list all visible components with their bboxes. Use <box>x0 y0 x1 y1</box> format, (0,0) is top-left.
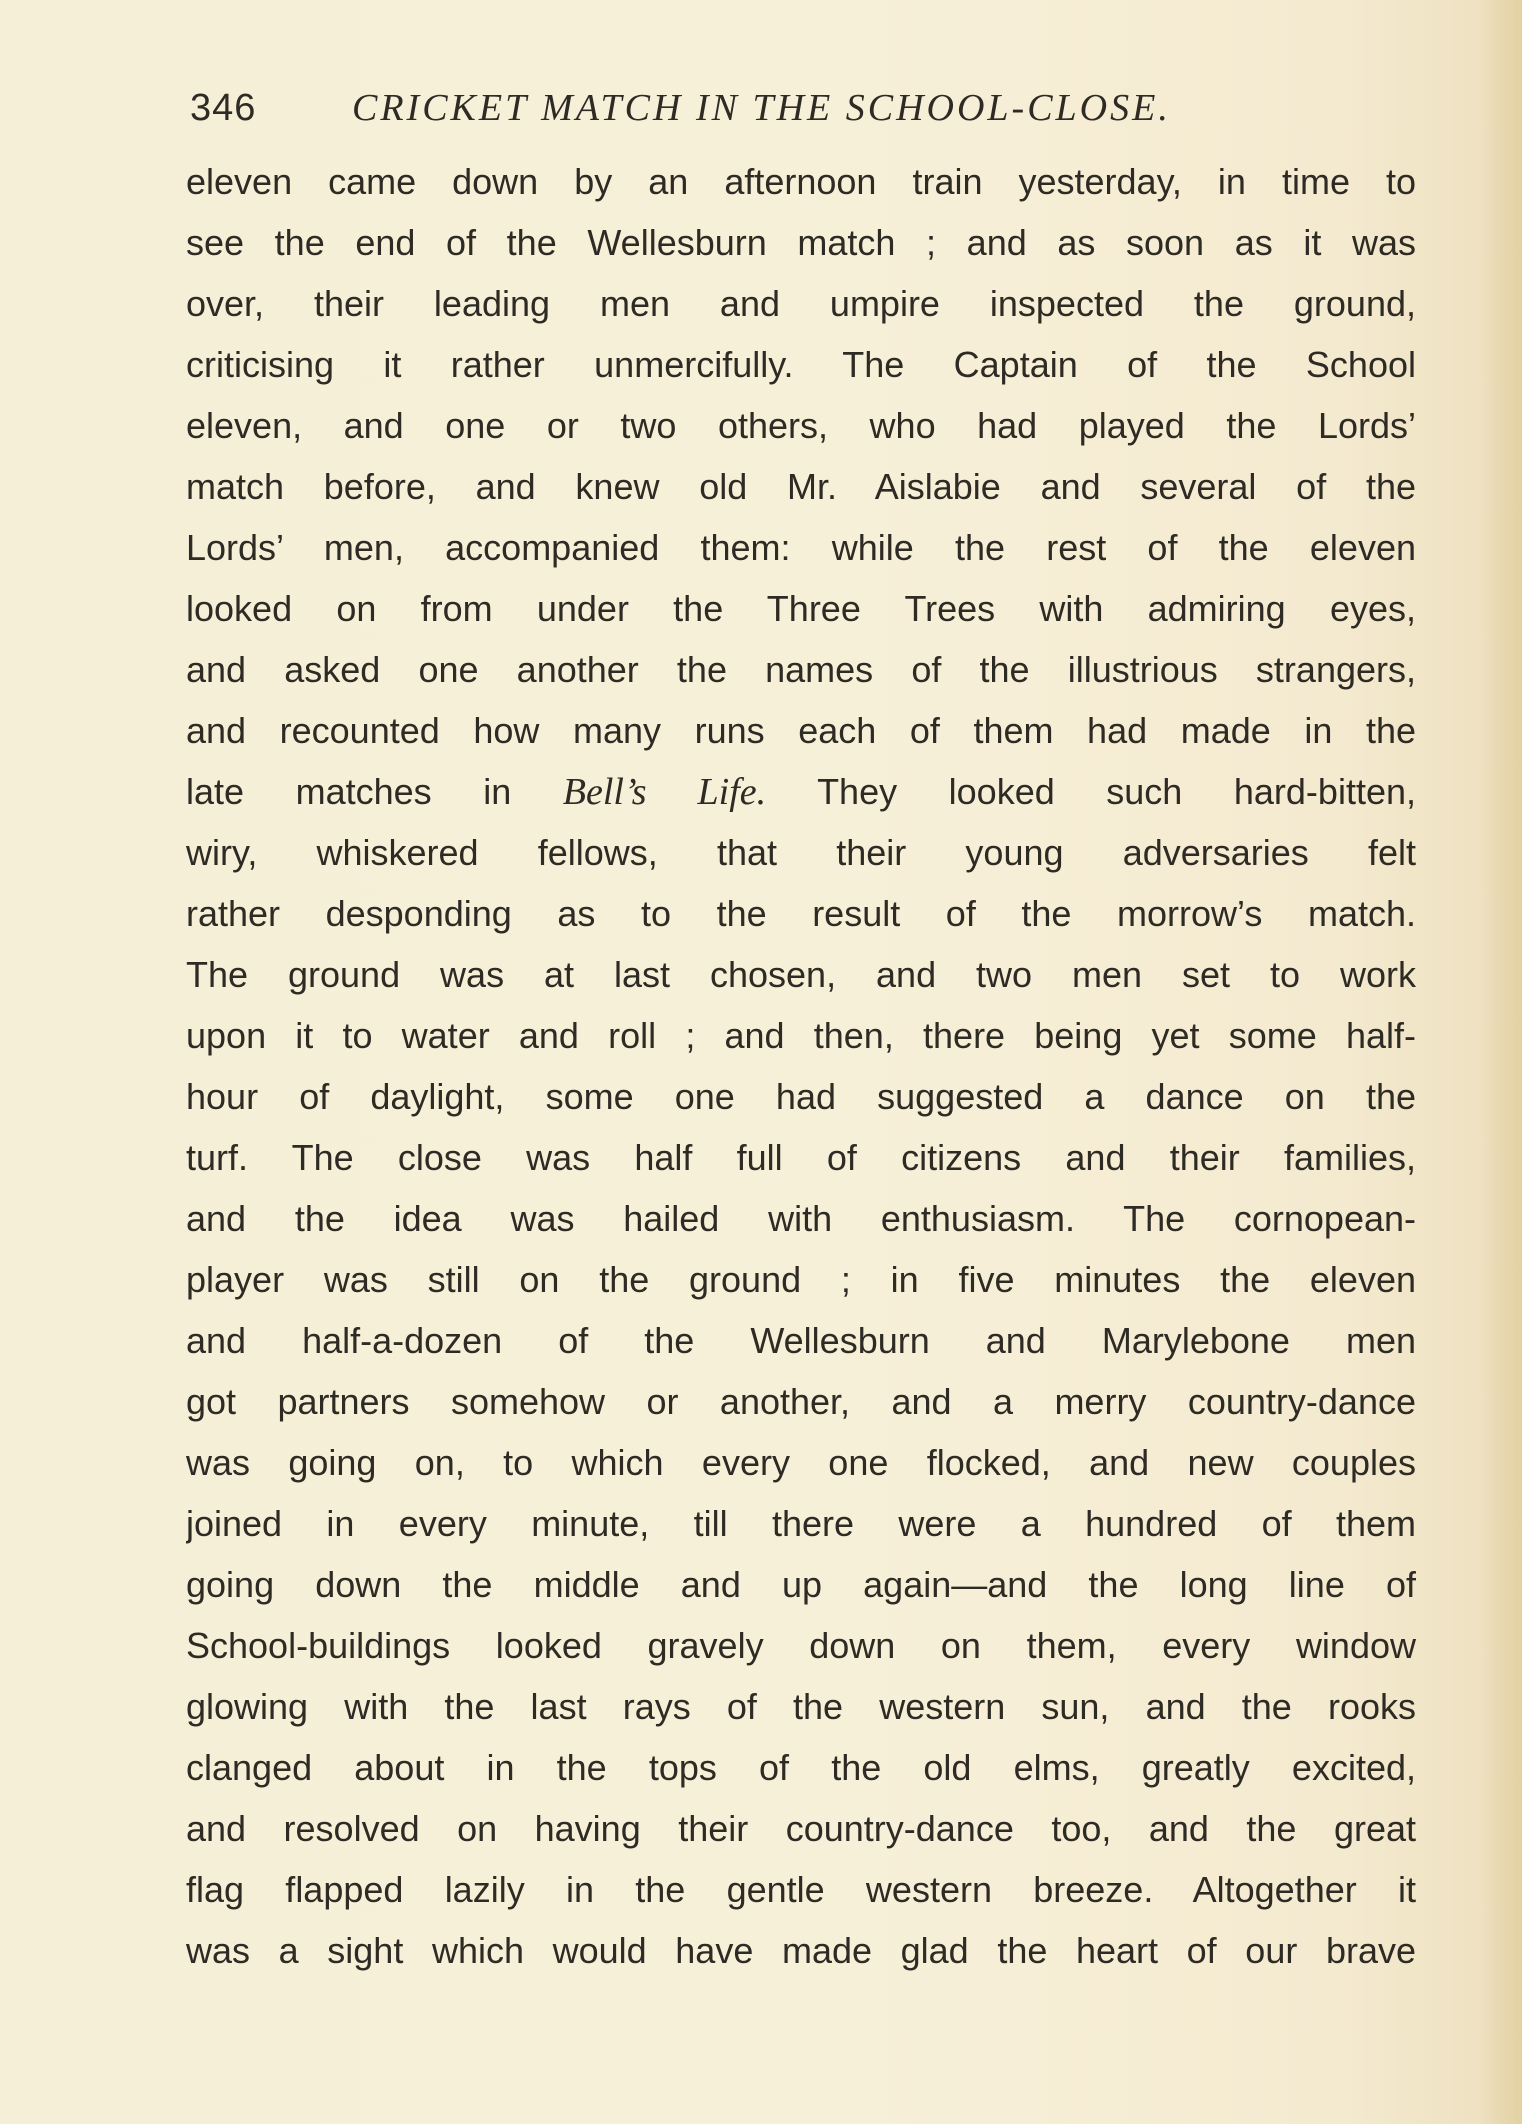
text-line: over, their leading men and umpire inspected the ground, <box>186 283 1416 324</box>
text-line: Lords’ men, accompanied them: while the rest of the eleven <box>186 527 1416 568</box>
text-line: was a sight which would have made glad the heart of our brave <box>186 1930 1416 1971</box>
text-line: wiry, whiskered fellows, that their young adversaries felt <box>186 832 1416 873</box>
text-line: got partners somehow or another, and a merry country-dance <box>186 1381 1416 1422</box>
text-line: clanged about in the tops of the old elms, greatly excited, <box>186 1747 1416 1788</box>
text-line: The ground was at last chosen, and two men set to work <box>186 954 1416 995</box>
text-line: eleven, and one or two others, who had played the Lords’ <box>186 405 1416 446</box>
text-line: and recounted how many runs each of them had made in the <box>186 710 1416 751</box>
text-line: glowing with the last rays of the western sun, and the rooks <box>186 1686 1416 1727</box>
text-line: going down the middle and up again—and the long line of <box>186 1564 1416 1605</box>
italic-title: Bell’s Life. <box>562 771 767 813</box>
text-line: see the end of the Wellesburn match ; and as soon as it was <box>186 222 1416 263</box>
text-line: was going on, to which every one flocked, and new couples <box>186 1442 1416 1483</box>
text-line: player was still on the ground ; in five minutes the eleven <box>186 1259 1416 1300</box>
text-line: and resolved on having their country-dance too, and the great <box>186 1808 1416 1849</box>
chapter-title: CRICKET MATCH IN THE SCHOOL-CLOSE. <box>352 87 1171 129</box>
page-number: 346 <box>190 87 257 129</box>
text-line: flag flapped lazily in the gentle western breeze. Altogether it <box>186 1869 1416 1910</box>
text-line: and half-a-dozen of the Wellesburn and Marylebone men <box>186 1320 1416 1361</box>
text-segment: late matches in <box>186 771 563 812</box>
text-line: rather desponding as to the result of the morrow’s match. <box>186 893 1416 934</box>
text-line: upon it to water and roll ; and then, there being yet some half- <box>186 1015 1416 1056</box>
text-line: joined in every minute, till there were a hundred of them <box>186 1503 1416 1544</box>
text-line: School-buildings looked gravely down on them, every window <box>186 1625 1416 1666</box>
page-edge-shading <box>1482 0 1522 2124</box>
text-line: turf. The close was half full of citizens and their families, <box>186 1137 1416 1178</box>
text-line: and asked one another the names of the illustrious strangers, <box>186 649 1416 690</box>
text-line: match before, and knew old Mr. Aislabie and several of the <box>186 466 1416 507</box>
text-line: eleven came down by an afternoon train yesterday, in time to <box>186 161 1416 202</box>
body-text <box>186 151 1416 1981</box>
text-line-with-italic <box>186 761 1416 822</box>
running-head <box>190 78 1420 138</box>
text-line: looked on from under the Three Trees with admiring eyes, <box>186 588 1416 629</box>
text-line: hour of daylight, some one had suggested a dance on the <box>186 1076 1416 1117</box>
text-segment: They looked such hard-bitten, <box>766 771 1416 812</box>
text-line: criticising it rather unmercifully. The Captain of the School <box>186 344 1416 385</box>
text-line: and the idea was hailed with enthusiasm. The cornopean- <box>186 1198 1416 1239</box>
